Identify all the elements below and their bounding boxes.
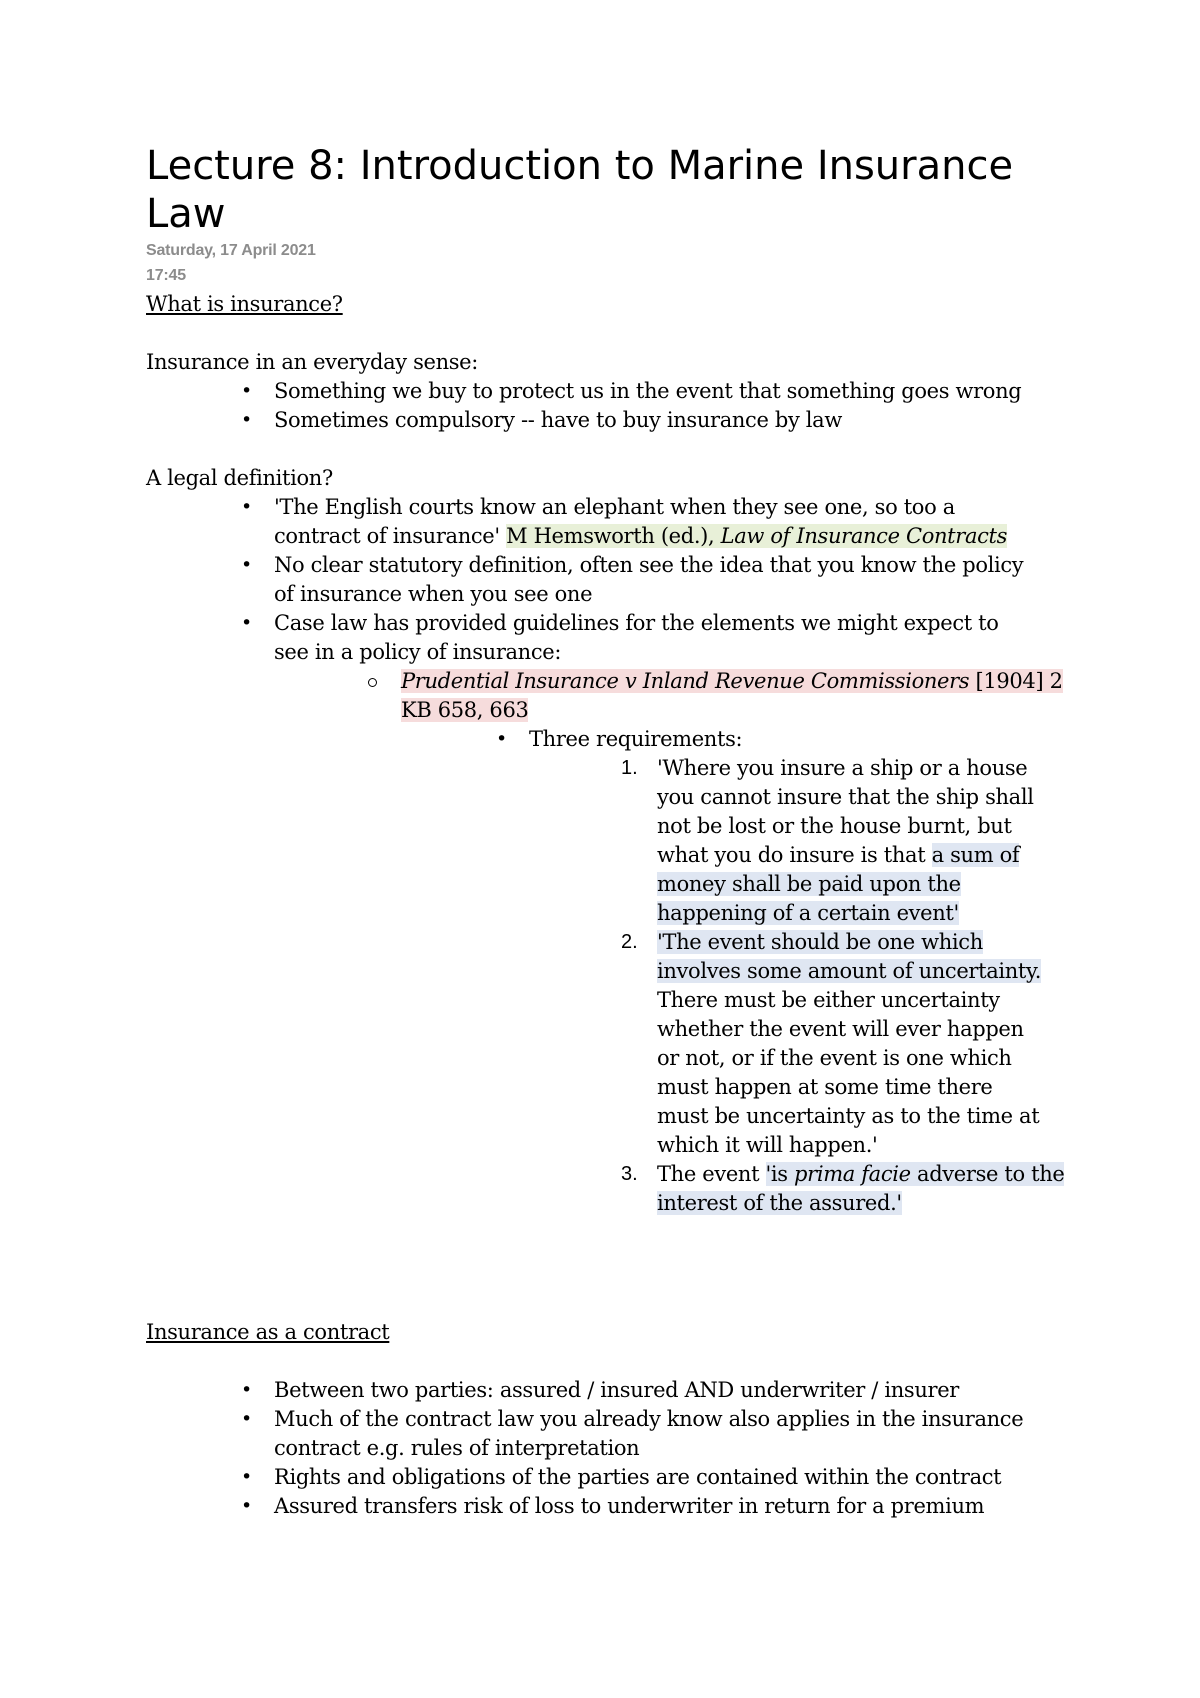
requirement-1-line-4 — [657, 841, 1019, 870]
citation-highlight — [506, 524, 1007, 548]
requirement-3-highlight — [766, 1162, 1065, 1186]
legal-bullet-2-line-2: of insurance when you see one — [274, 582, 593, 606]
everyday-bullet-2: Sometimes compulsory -- have to buy insurance by law — [274, 408, 842, 432]
requirement-2-line-6: must happen at some time there — [657, 1075, 993, 1099]
requirement-1-line-3: not be lost or the house burnt, but — [657, 814, 1012, 838]
bullet-icon: • — [241, 1495, 253, 1517]
note-date: Saturday, 17 April 2021 — [146, 242, 316, 259]
legal-bullet-1-line-2 — [274, 522, 1007, 551]
requirement-number: 3. — [621, 1163, 638, 1185]
requirement-1-highlight: a sum of — [931, 843, 1020, 867]
requirement-1-text: what you do insure is that — [657, 843, 932, 867]
legal-bullet-2-line-1: No clear statutory definition, often see the idea that you know the policy — [274, 553, 1024, 577]
case-citation-line-1 — [401, 667, 1063, 696]
everyday-intro: Insurance in an everyday sense: — [146, 350, 478, 374]
bullet-icon: • — [241, 1466, 253, 1488]
legal-bullet-3-line-2: see in a policy of insurance: — [274, 640, 562, 664]
latin-phrase: prima facie — [794, 1162, 911, 1186]
case-report: [1904] 2 — [969, 669, 1063, 693]
requirement-3-line-2 — [657, 1189, 902, 1218]
contract-bullet-3: Rights and obligations of the parties are contained within the contract — [274, 1465, 1002, 1489]
requirement-2-line-4: whether the event will ever happen — [657, 1017, 1024, 1041]
requirement-number: 2. — [621, 931, 638, 953]
requirement-3-text: The event — [657, 1162, 766, 1186]
page-title: Lecture 8: Introduction to Marine Insurance Law — [146, 143, 1014, 237]
requirement-2-line-7: must be uncertainty as to the time at — [657, 1104, 1040, 1128]
legal-bullet-1-line-1: 'The English courts know an elephant when they see one, so too a — [274, 495, 955, 519]
section-heading-what-is-insurance: What is insurance? — [146, 292, 343, 316]
note-time: 17:45 — [146, 267, 186, 284]
requirement-3-highlight: interest of the assured.' — [657, 1191, 902, 1215]
requirement-1-line-6 — [657, 899, 959, 928]
contract-bullet-4: Assured transfers risk of loss to underwriter in return for a premium — [274, 1494, 985, 1518]
requirement-2-highlight: 'The event should be one which — [657, 930, 983, 954]
bullet-icon: • — [241, 612, 253, 634]
legal-bullet-3-line-1: Case law has provided guidelines for the elements we might expect to — [274, 611, 999, 635]
requirement-1-highlight: happening of a certain event' — [657, 901, 959, 925]
contract-bullet-2-line-1: Much of the contract law you already know also applies in the insurance — [274, 1407, 1024, 1431]
requirement-3-line-1 — [657, 1160, 1064, 1189]
requirements-intro: Three requirements: — [529, 727, 743, 751]
bullet-icon: • — [241, 496, 253, 518]
requirement-3-quote-open: 'is — [765, 1162, 795, 1186]
bullet-icon: • — [241, 409, 253, 431]
case-citation-line-2 — [401, 696, 528, 725]
requirement-1-line-2: you cannot insure that the ship shall — [657, 785, 1034, 809]
quote-text: contract of insurance' — [274, 524, 507, 548]
bullet-icon: • — [241, 1379, 253, 1401]
bullet-icon: • — [496, 728, 508, 750]
requirement-number: 1. — [621, 757, 638, 779]
requirement-1-highlight: money shall be paid upon the — [657, 872, 961, 896]
bullet-icon: • — [241, 1408, 253, 1430]
circle-bullet-icon — [368, 678, 377, 687]
citation-book-title: Law of Insurance Contracts — [720, 524, 1008, 548]
contract-bullet-2-line-2: contract e.g. rules of interpretation — [274, 1436, 640, 1460]
case-name: Prudential Insurance v Inland Revenue Commissioners — [401, 669, 970, 693]
legal-intro: A legal definition? — [146, 466, 333, 490]
requirement-2-line-2 — [657, 957, 1041, 986]
section-heading-insurance-as-contract: Insurance as a contract — [146, 1320, 390, 1344]
bullet-icon: • — [241, 554, 253, 576]
case-report-pages: KB 658, 663 — [401, 698, 529, 722]
requirement-1-line-1: 'Where you insure a ship or a house — [657, 756, 1028, 780]
requirement-3-quote-rest: adverse to the — [910, 1162, 1065, 1186]
requirement-2-line-3: There must be either uncertainty — [657, 988, 1000, 1012]
everyday-bullet-1: Something we buy to protect us in the event that something goes wrong — [274, 379, 1022, 403]
citation-author: M Hemsworth (ed.), — [506, 524, 721, 548]
requirement-2-line-8: which it will happen.' — [657, 1133, 878, 1157]
contract-bullet-1: Between two parties: assured / insured AND underwriter / insurer — [274, 1378, 959, 1402]
requirement-1-line-5 — [657, 870, 961, 899]
requirement-2-line-1 — [657, 928, 983, 957]
bullet-icon: • — [241, 380, 253, 402]
requirement-2-highlight: involves some amount of uncertainty. — [657, 959, 1042, 983]
case-highlight — [401, 669, 1063, 693]
requirement-2-line-5: or not, or if the event is one which — [657, 1046, 1012, 1070]
